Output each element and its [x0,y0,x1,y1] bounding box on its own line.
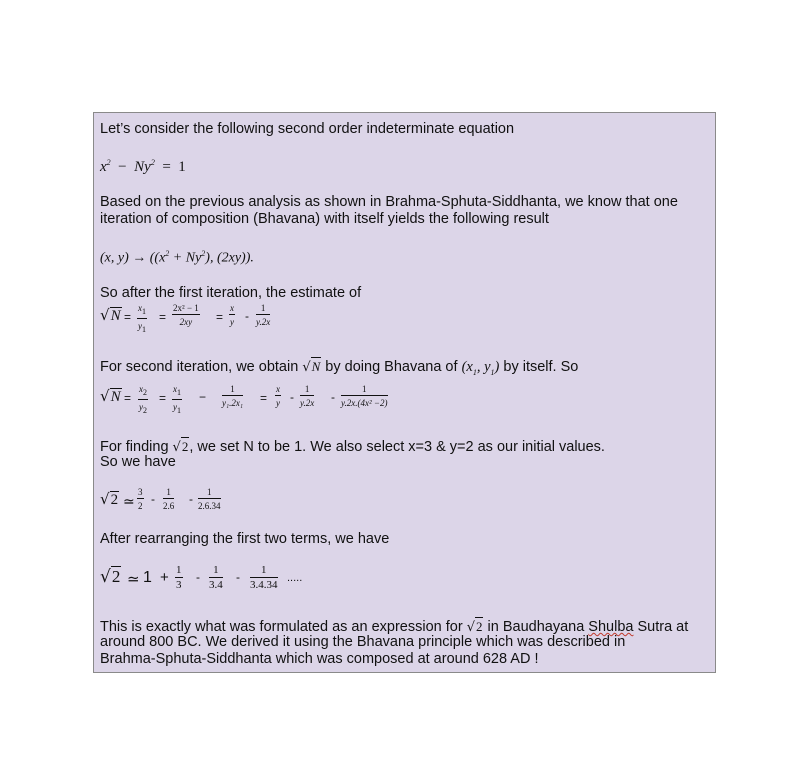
minus-sign: − [199,390,207,404]
equals-sign: = [124,310,132,324]
second-iteration-text: For second iteration, we obtain √N by doing Bhavana of ($x_1$, $y_1$) by itself. So [100,359,579,377]
first-iteration-text: So after the first iteration, the estimate of [100,285,362,301]
paragraph-line: iteration of composition (Bhavana) with itself yields the following result [100,211,549,227]
conclusion-line: around 800 BC. We derived it using the Bhavana principle which was described in [100,634,626,650]
fraction: 1 3 [176,564,182,591]
rearranging-text: After rearranging the first two terms, we have [100,531,390,547]
plus-sign: + [160,569,169,586]
minus-sign: - [196,570,200,584]
minus-sign: - [236,570,240,584]
so-we-have-text: So we have [100,454,176,470]
ellipsis: ..... [287,572,303,584]
equals-sign: = [260,391,268,405]
equals-sign: = [159,391,167,405]
fraction: 1 2.6 [163,487,175,511]
sqrt-2: √2 [100,490,119,508]
fraction: 1 y.2x.(4x² −2) [341,384,388,408]
sqrt-n: √N [100,387,121,405]
fraction: 3 2 [138,487,143,511]
fraction: x y [276,384,280,408]
fraction: x y [230,303,234,327]
fraction: 1 2.6.34 [198,487,221,511]
minus-sign: - [245,309,249,323]
minus-sign: - [331,390,335,404]
composition-equation: (x, $y) \to ((x^2 + Ny^2)$, (2xy)). [100,249,254,266]
fraction: 2x² − 1 2xy [173,303,199,327]
equals-sign: = [124,391,132,405]
conclusion-line: This is exactly what was formulated as an expression for √2 in Baudhayana Shulba Sutra at [100,619,689,635]
term-one: 1 [143,569,152,586]
equals-sign: = [159,310,167,324]
sqrt2-setup-text: For finding √2, we set N to be 1. We also select x=3 & y=2 as our initial values. [100,439,605,455]
equals-sign: = [216,310,224,324]
fraction: 1 3.4.34 [250,564,278,591]
fraction: 1 3.4 [209,564,223,591]
fraction: 1 y.2x [300,384,315,408]
minus-sign: - [290,390,294,404]
fraction: $x_1$ $y_1$ [173,384,181,415]
minus-sign: - [189,492,193,506]
pell-equation: $x^2 - Ny^2 = 1$ [100,158,186,175]
sqrt-2: √2 [100,567,121,587]
fraction: 1 y₁.2x₁ [222,384,243,408]
approx-sign: ≃ [127,571,140,588]
fraction: $x_2$ $y_2$ [139,384,147,415]
minus-sign: - [151,492,155,506]
sqrt-n: √N [100,306,121,324]
conclusion-line: Brahma-Sphuta-Siddhanta which was composed at around 628 AD ! [100,651,539,667]
paragraph-line: Based on the previous analysis as shown in Brahma-Sphuta-Siddhanta, we know that one [100,194,678,210]
fraction: 1 y.2x [256,303,271,327]
fraction: $x_1$ $y_1$ [138,303,146,334]
intro-text: Let’s consider the following second order indeterminate equation [100,121,515,137]
approx-sign: ≃ [123,493,135,509]
